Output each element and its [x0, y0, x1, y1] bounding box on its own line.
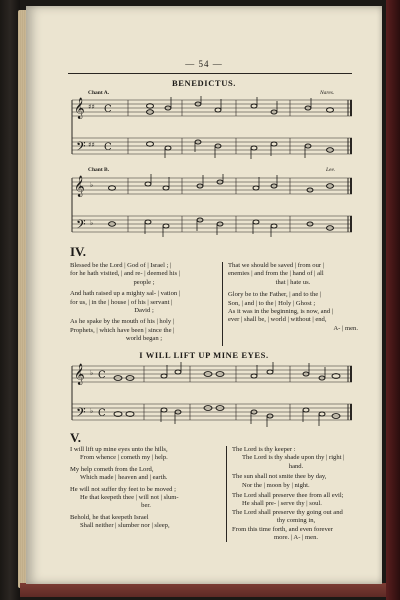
verse-line: Nor the | moon by | night. — [242, 481, 310, 489]
verse-line: Blessed be the Lord | God of | Israel ; | — [70, 262, 172, 269]
verse-line: My help cometh from the Lord, — [70, 465, 154, 473]
verse-line: hand. — [288, 462, 304, 470]
verse-line: From whence | cometh my | help. — [80, 454, 168, 462]
verse-line: David ; — [134, 307, 154, 315]
svg-text:𝄞: 𝄞 — [74, 98, 85, 119]
chant-b-score — [68, 174, 358, 240]
column-divider — [222, 262, 223, 346]
verse-line: He will not suffer thy feet to be moved ; — [70, 485, 176, 493]
verse-line: The Lord shall preserve thee from all evil; — [232, 492, 344, 500]
benedictus-right-column — [228, 262, 358, 333]
verse-line: The Lord shall preserve thy going out and — [232, 508, 343, 516]
verse-line: The Lord is thy keeper : — [232, 446, 296, 453]
book-spine — [0, 0, 20, 600]
benedictus-title: BENEDICTUS. — [172, 78, 236, 88]
hymnal-page — [26, 6, 382, 584]
header-rule — [68, 73, 352, 74]
verse-line: As he spake by the mouth of his | holy | — [70, 318, 175, 326]
svg-text:C: C — [98, 370, 106, 381]
svg-text:♯♯: ♯♯ — [88, 103, 95, 111]
verse-line: A- | men. — [333, 324, 358, 332]
chant-b-composer: Lee. — [326, 167, 336, 173]
verse-line: enemies | and from the | hand of | all — [228, 270, 324, 278]
verse-line: people ; — [133, 278, 155, 286]
svg-text:♭: ♭ — [90, 219, 94, 227]
verse-line: The Lord is thy shade upon thy | right | — [242, 454, 345, 462]
svg-text:𝄞: 𝄞 — [74, 364, 85, 385]
verse-line: That we should be saved | from our | — [228, 262, 325, 269]
verse-line: He shall pre- | serve thy | soul. — [242, 500, 322, 508]
section-numeral-v: V. — [70, 430, 81, 445]
lift-up-right-column — [232, 446, 360, 542]
verse-line: I will lift up mine eyes unto the hills, — [70, 446, 168, 453]
benedictus-left-column — [70, 262, 218, 344]
verse-line: Glory be to the Father, | and to the | — [228, 291, 322, 299]
svg-text:C: C — [104, 104, 112, 115]
lift-up-title: I WILL LIFT UP MINE EYES. — [139, 350, 269, 360]
svg-text:♭: ♭ — [90, 369, 94, 377]
verse-line: He that keepeth thee | will not | slum- — [80, 494, 179, 502]
lift-up-score — [68, 362, 358, 428]
lift-up-left-column — [70, 446, 222, 531]
verse-line: ber. — [141, 502, 151, 510]
svg-text:♭: ♭ — [90, 407, 94, 415]
cover-binding — [386, 0, 400, 600]
column-divider — [226, 446, 227, 542]
page-number: — 54 — — [185, 59, 223, 69]
verse-line: The sun shall not smite thee by day, — [232, 473, 327, 481]
svg-text:𝄢: 𝄢 — [76, 139, 86, 157]
verse-line: world began ; — [125, 335, 163, 343]
verse-line: Son, | and | to the | Holy | Ghost ; — [228, 299, 316, 307]
verse-line: ever | shall be, | world | without | end, — [228, 316, 327, 324]
svg-text:𝄢: 𝄢 — [76, 217, 86, 235]
verse-line: for us, | in the | house | of his | servant | — [70, 298, 173, 306]
verse-line: for he hath visited, | and re- | deemed his | — [70, 270, 180, 278]
svg-text:♭: ♭ — [90, 181, 94, 189]
svg-text:C: C — [104, 142, 112, 153]
verse-line: thy coming in, — [276, 517, 316, 525]
chant-b-label: Chant B. — [88, 167, 110, 173]
verse-line: Prophets, | which have been | since the | — [70, 326, 175, 334]
verse-line: As it was in the beginning, is now, and | — [228, 308, 334, 316]
cover-bottom-edge — [20, 583, 390, 597]
svg-text:𝄞: 𝄞 — [74, 176, 85, 197]
verse-line: that | hate us. — [275, 278, 311, 286]
chant-a-label: Chant A. — [88, 90, 110, 96]
chant-a-composer: Nares. — [320, 90, 335, 96]
verse-line: And hath raised up a mighty sal- | vation | — [70, 290, 181, 298]
svg-text:C: C — [98, 408, 106, 419]
verse-line: From this time forth, and even forever — [232, 525, 333, 533]
verse-line: more. | A- | men. — [273, 534, 319, 542]
svg-text:𝄢: 𝄢 — [76, 405, 86, 423]
verse-line: Behold, he that keepeth Israel — [70, 513, 149, 521]
verse-line: Shall neither | slumber nor | sleep, — [80, 522, 170, 530]
verse-line: Which made | heaven and | earth. — [80, 474, 168, 482]
chant-a-score — [68, 96, 358, 162]
section-numeral-iv: IV. — [70, 244, 87, 259]
svg-text:♯♯: ♯♯ — [88, 141, 95, 149]
